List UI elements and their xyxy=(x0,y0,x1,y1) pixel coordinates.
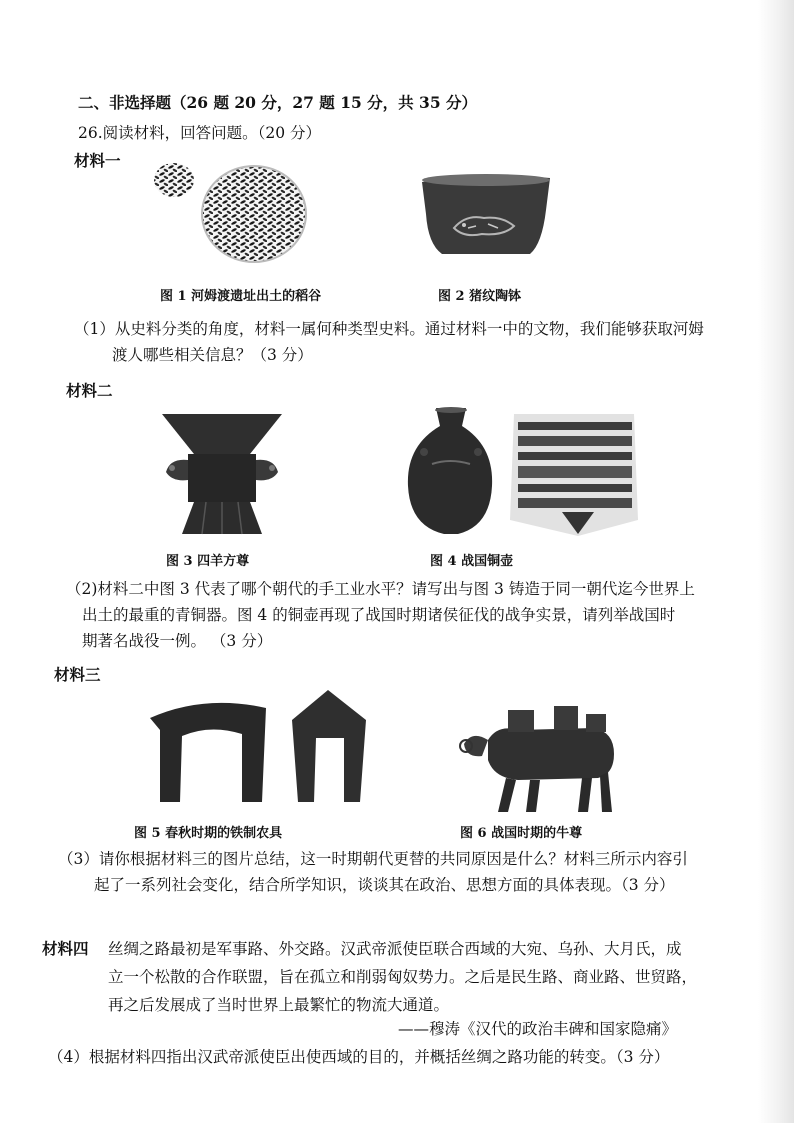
question-2-line-2: 出土的最重的青铜器。图 4 的铜壶再现了战国时期诸侯征伐的战争实景，请列举战国时 xyxy=(82,606,676,624)
iron-farm-tools-image xyxy=(146,690,370,806)
question-2-line-1: （2)材料二中图 3 代表了哪个朝代的手工业水平？请写出与图 3 铸造于同一朝代迄今世界上 xyxy=(66,580,695,598)
figure-5-caption: 图 5 春秋时期的铁制农具 xyxy=(134,826,283,841)
question-1-line-2: 渡人哪些相关信息？（3 分） xyxy=(112,346,313,364)
bronze-pot-image xyxy=(402,404,646,538)
material-4-source: ——穆涛《汉代的政治丰碑和国家隐痛》 xyxy=(398,1020,678,1038)
material-4-label: 材料四 xyxy=(42,939,89,958)
figure-6-caption: 图 6 战国时期的牛尊 xyxy=(460,826,583,841)
ox-zun-image xyxy=(458,700,622,816)
material-4-line-3: 再之后发展成了当时世界上最繁忙的物流大通道。 xyxy=(108,996,450,1014)
material-3-label: 材料三 xyxy=(54,665,101,684)
material-4-line-1: 丝绸之路最初是军事路、外交路。汉武帝派使臣联合西域的大宛、乌孙、大月氏，成 xyxy=(108,940,682,958)
four-ram-zun-image xyxy=(158,410,286,536)
question-3-line-2: 起了一系列社会变化，结合所学知识，谈谈其在政治、思想方面的具体表现。（3 分） xyxy=(94,876,675,894)
section-title: 二、非选择题（26 题 20 分，27 题 15 分，共 35 分） xyxy=(78,93,478,112)
page-edge-shadow xyxy=(758,0,794,1123)
pig-pattern-bowl-image xyxy=(418,170,554,260)
question-4-line-1: （4）根据材料四指出汉武帝派使臣出使西域的目的，并概括丝绸之路功能的转变。（3 分） xyxy=(48,1048,670,1066)
question-3-line-1: （3）请你根据材料三的图片总结，这一时期朝代更替的共同原因是什么？材料三所示内容引 xyxy=(58,850,688,868)
material-2-label: 材料二 xyxy=(66,381,113,400)
question-26-title: 26.阅读材料，回答问题。（20 分） xyxy=(78,124,322,142)
figure-4-caption: 图 4 战国铜壶 xyxy=(430,554,514,569)
question-2-line-3: 期著名战役一例。 （3 分） xyxy=(82,632,273,650)
figure-1-caption: 图 1 河姆渡遗址出土的稻谷 xyxy=(160,289,322,304)
rice-grain-image xyxy=(150,158,320,266)
material-1-label: 材料一 xyxy=(74,151,121,170)
figure-3-caption: 图 3 四羊方尊 xyxy=(166,554,250,569)
figure-2-caption: 图 2 猪纹陶钵 xyxy=(438,289,522,304)
material-4-line-2: 立一个松散的合作联盟，旨在孤立和削弱匈奴势力。之后是民生路、商业路、世贸路， xyxy=(108,968,698,986)
question-1-line-1: （1）从史料分类的角度，材料一属何种类型史料。通过材料一中的文物，我们能够获取河姆 xyxy=(74,320,704,338)
